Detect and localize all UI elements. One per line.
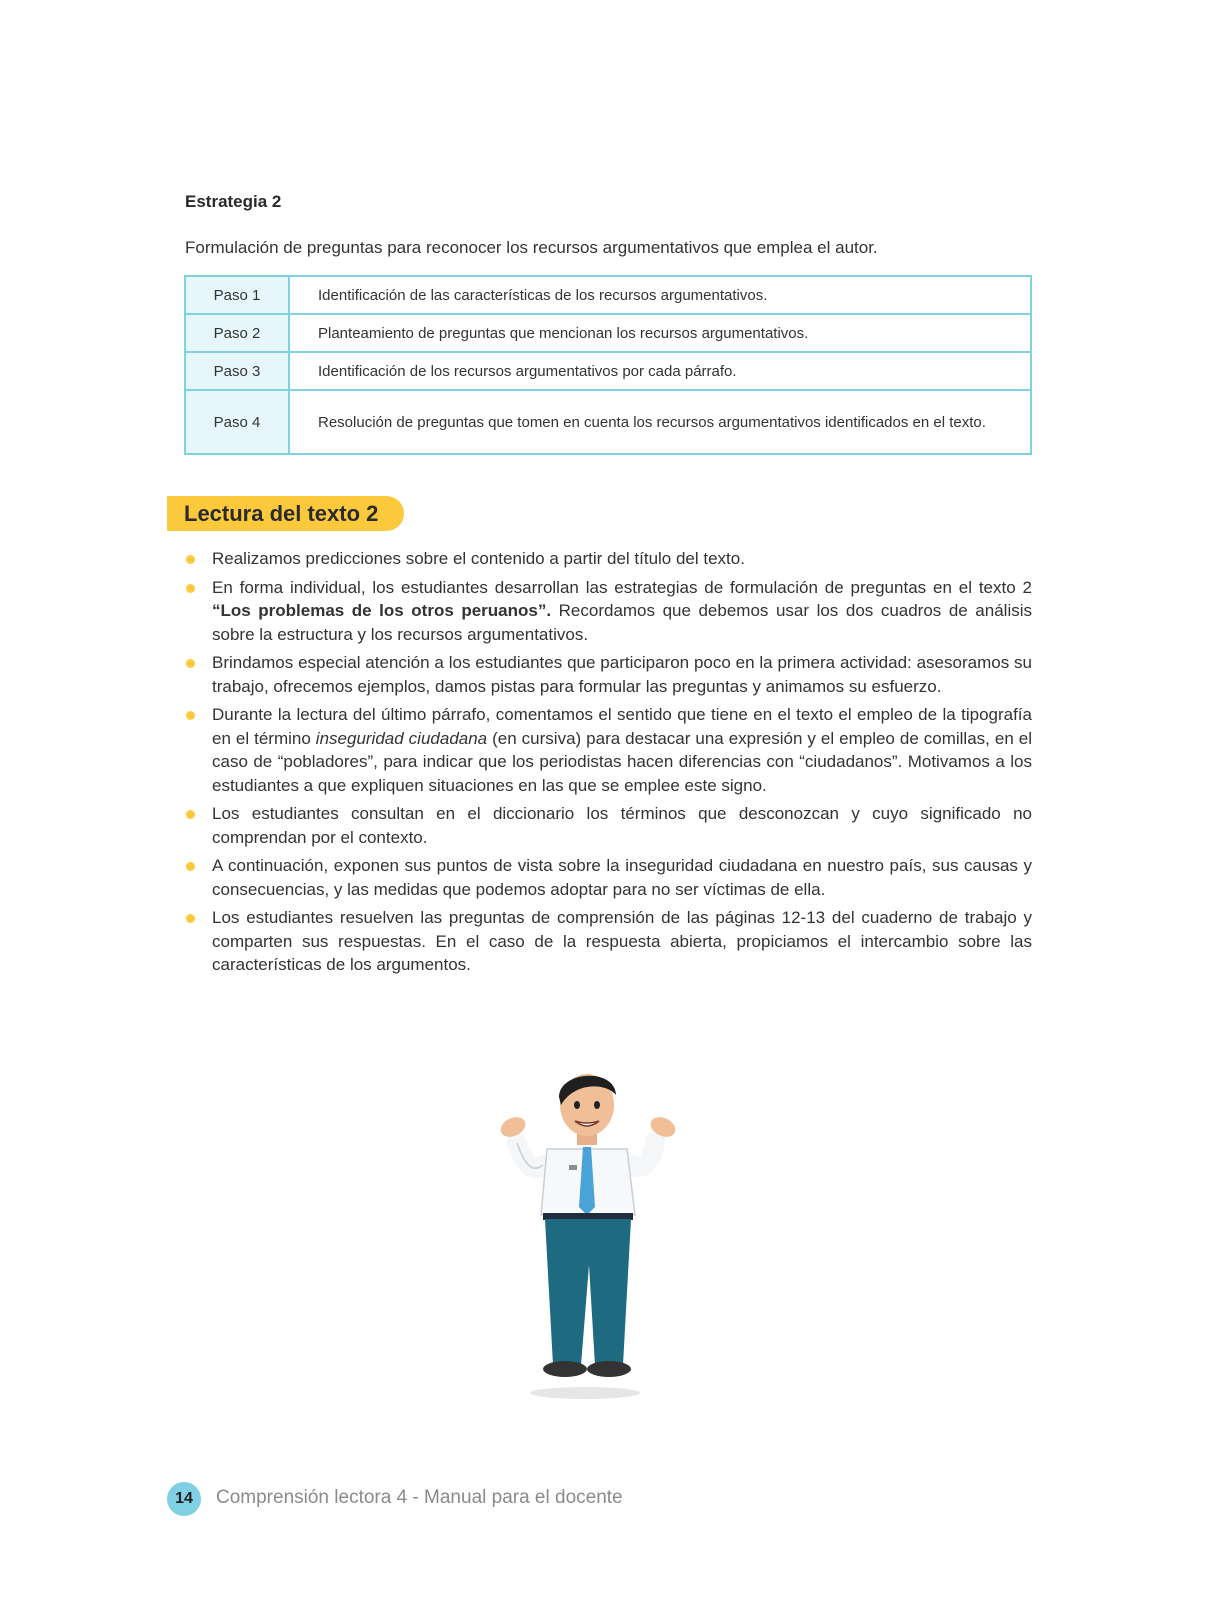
steps-table (184, 275, 1032, 455)
list-item (184, 576, 1032, 647)
bullet-dot-icon (186, 659, 195, 668)
list-item-text: Durante la lectura del último párrafo, comentamos el sentido que tiene en el texto el empleo de la tipografía en el término (212, 705, 1032, 748)
bullet-dot-icon (186, 584, 195, 593)
page-number: 14 (167, 1482, 201, 1516)
strategy-title: Estrategia 2 (185, 192, 282, 211)
step-text: Resolución de preguntas que tomen en cuenta los recursos argumentativos identificados en el texto. (289, 390, 1031, 454)
table-row (185, 276, 1031, 314)
list-item-text: Los estudiantes consultan en el diccionario los términos que desconozcan y cuyo significado no comprendan por el contexto. (212, 804, 1032, 847)
list-item-text: Brindamos especial atención a los estudiantes que participaron poco en la primera actividad: asesoramos su trabajo, ofrecemos ejemplos, damos pistas para formular las preguntas y animamos su esfuerzo. (212, 653, 1032, 696)
step-label: Paso 2 (185, 314, 289, 352)
list-item (184, 906, 1032, 977)
section-title: Lectura del texto 2 (184, 501, 379, 526)
list-item-text: Los estudiantes resuelven las preguntas de comprensión de las páginas 12-13 del cuaderno de trabajo y comparten sus respuestas. En el caso de la respuesta abierta, propiciamos el intercambio sobre las características de los argumentos. (212, 908, 1032, 974)
text-title-bold: “Los problemas de los otros peruanos”. (212, 601, 552, 620)
list-item-text: (en cursiva) para destacar una expresión y el empleo de comillas, en el caso de “pobladores”, para indicar que los periodistas hacen diferencias con “ciudadanos”. Motivamos a los estudiantes a que expliquen situaciones en las que se emplee este signo. (212, 728, 1032, 795)
step-label: Paso 4 (185, 390, 289, 454)
list-item (184, 547, 1032, 571)
bullet-dot-icon (186, 555, 195, 564)
step-text: Planteamiento de preguntas que mencionan los recursos argumentativos. (289, 314, 1031, 352)
bullet-dot-icon (186, 914, 195, 923)
strategy-description: Formulación de preguntas para reconocer los recursos argumentativos que emplea el autor. (185, 238, 878, 257)
table-row (185, 314, 1031, 352)
teacher-figure-icon (495, 1065, 695, 1410)
step-text: Identificación de las características de los recursos argumentativos. (289, 276, 1031, 314)
step-label: Paso 1 (185, 276, 289, 314)
step-text: Identificación de los recursos argumentativos por cada párrafo. (289, 352, 1031, 390)
bullet-dot-icon (186, 810, 195, 819)
list-item (184, 651, 1032, 698)
list-item (184, 802, 1032, 849)
bullet-dot-icon (186, 862, 195, 871)
activity-list (184, 547, 1032, 982)
bullet-dot-icon (186, 711, 195, 720)
list-item-text: Recordamos que debemos usar los dos cuadros de análisis sobre la estructura y los recursos argumentativos. (212, 601, 1032, 644)
list-item (184, 703, 1032, 797)
list-item-text: En forma individual, los estudiantes desarrollan las estrategias de formulación de preguntas en el texto 2 (212, 577, 1032, 597)
table-row (185, 390, 1031, 454)
list-item-text: A continuación, exponen sus puntos de vista sobre la inseguridad ciudadana en nuestro país, sus causas y consecuencias, y las medidas que podemos adoptar para no ser víctimas de ella. (212, 856, 1032, 899)
list-item (184, 854, 1032, 901)
italic-term: inseguridad ciudadana (315, 728, 488, 748)
footer-text: Comprensión lectora 4 - Manual para el docente (216, 1487, 623, 1508)
list-item-text: Realizamos predicciones sobre el contenido a partir del título del texto. (212, 549, 745, 568)
step-label: Paso 3 (185, 352, 289, 390)
table-row (185, 352, 1031, 390)
